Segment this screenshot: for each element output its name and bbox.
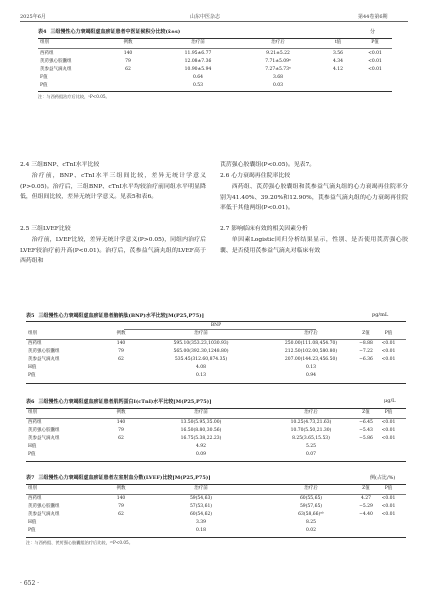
table7-cell: 0.18 <box>195 528 207 533</box>
table4-cell: <0.01 <box>368 59 382 64</box>
table5-caption <box>26 312 204 319</box>
table6-header-cell: Z值 <box>362 410 370 415</box>
table4-cell: 0.53 <box>192 83 204 88</box>
table7-row <box>26 527 406 535</box>
section-2-5-body <box>20 235 206 267</box>
table4-cell: P值 <box>40 83 48 88</box>
table5-cell: 250.00(111.08,454.70) <box>284 341 338 346</box>
table4-row <box>38 66 392 74</box>
table6-header-cell: 组别 <box>28 410 37 415</box>
table7-header-cell: 治疗后 <box>304 486 318 491</box>
table4-title: 三组慢性心力衰竭阳虚血瘀证患者中医证候积分比较(x̄±s) <box>50 29 181 35</box>
table5-cell: P值 <box>28 373 36 378</box>
table4-row <box>38 58 392 66</box>
table6-cell: 0.07 <box>305 452 317 457</box>
table6-cell: 西药组 <box>28 420 42 425</box>
table6-cell: 5.25 <box>305 444 317 449</box>
table5-header-row <box>26 330 406 338</box>
table4-cell: <0.01 <box>368 51 382 56</box>
table5-header-cell: 组别 <box>28 331 37 336</box>
table6-number: 表6 <box>26 399 35 405</box>
table7-cell: 4.27 <box>360 496 372 501</box>
section-2-6-heading: 2.6 心力衰竭再住院率比较 <box>220 173 291 179</box>
table5-cell: 535.45(312.60,874.35) <box>174 357 228 362</box>
table7-cell: −5.29 <box>359 504 373 509</box>
table6-caption <box>26 398 211 405</box>
table7-caption <box>26 474 211 481</box>
table7-cell: <0.01 <box>381 504 396 509</box>
table6-cell: −6.45 <box>359 420 373 425</box>
table5-cell: −8.88 <box>359 341 373 346</box>
table5-cell: 芪参益气滴丸组 <box>28 357 60 362</box>
section-2-7-heading: 2.7 影响临床有效的相关因素分析 <box>220 226 308 232</box>
table7-cell: 57(53,61) <box>189 504 213 509</box>
table6-body <box>26 419 406 459</box>
table6-cell: 79 <box>118 428 124 433</box>
table6-cell: 0.09 <box>195 452 207 457</box>
table4-head-rule <box>38 48 392 49</box>
table6-row <box>26 427 406 435</box>
table5-cell: 595.10(353.23,1030.93) <box>173 341 229 346</box>
header-volume: 第44卷第6期 <box>358 14 388 20</box>
table5-row <box>26 356 406 364</box>
table6-cell: 4.92 <box>195 444 207 449</box>
table4-cell: <0.01 <box>368 67 382 72</box>
table4-header-cell: 治疗后 <box>271 40 285 45</box>
table6-row <box>26 435 406 443</box>
table7-cell: 79 <box>118 504 124 509</box>
right-paragraph-continuation: 芪苈强心胶囊组(P<0.05)。见表7。 <box>220 162 316 168</box>
table4-cell: 11.95±6.77 <box>184 51 212 56</box>
table7-header-cell: 组别 <box>28 486 37 491</box>
table6-cell: 16.50(8.80,30.56) <box>180 428 222 433</box>
table4-cell: 4.12 <box>332 67 344 72</box>
table4-unit: 分 <box>370 29 376 35</box>
table7-cell: 西药组 <box>28 496 42 501</box>
section-2-6-paragraph: 西药组、芪苈强心胶囊组和芪参益气滴丸组的心力衰竭再住院率分别为41.40%、39.20%和12.90%，芪参益气滴丸组的心力衰竭再住院率低于其他两组(P<0.01)。 <box>220 184 408 212</box>
table4-header-cell: 例数 <box>123 40 133 45</box>
table7-head <box>26 485 406 493</box>
table6-row <box>26 419 406 427</box>
table6-cell: 16.75(5.38,22.23) <box>180 436 222 441</box>
table4-note: 注：与西药组治疗后比较，ᵃP<0.05。 <box>38 94 110 99</box>
page-number: · 652 · <box>20 580 40 587</box>
table5-row <box>26 348 406 356</box>
table7-cell: 60(54,62) <box>189 512 213 517</box>
table4-cell: 3.68 <box>272 75 284 80</box>
table7-cell: 0.02 <box>305 528 317 533</box>
table5-cell: H值 <box>28 365 37 370</box>
table5-cell: 4.08 <box>195 365 207 370</box>
table4-cell: 芪参益气滴丸组 <box>40 67 72 72</box>
table4-header-cell: 组别 <box>40 40 49 45</box>
section-2-5-paragraph: 治疗前，LVEF比较，差异无统计学意义(P>0.05)，同组内治疗后LVEF较治疗前升高(P<0.01)。治疗后，芪参益气滴丸组的LVEF高于西药组和 <box>20 237 206 265</box>
table7-header-cell: Z值 <box>362 486 370 491</box>
table4-cell: 7.71±5.09ᵃ <box>265 59 291 64</box>
table4-cell: 7.27±5.73ᵃ <box>265 67 291 72</box>
table5-header-cell: 治疗后 <box>304 331 318 336</box>
table7-row <box>26 519 406 527</box>
table5-header-cell: 治疗前 <box>194 331 208 336</box>
table5-group-header: BNP <box>210 323 222 328</box>
table5-header-cell: P值 <box>384 331 393 336</box>
section-2-5-heading: 2.5 三组LVEF比较 <box>20 226 71 232</box>
header-journal: 山东中医杂志 <box>190 14 221 20</box>
table5-cell: 565.00(392.30,1248.80) <box>173 349 229 354</box>
table6-header-cell: P值 <box>384 410 393 415</box>
table7-header-cell: 治疗前 <box>194 486 208 491</box>
table7-row <box>26 511 406 519</box>
table4-number: 表4 <box>38 29 47 35</box>
table6-cell: 芪参益气滴丸组 <box>28 436 60 441</box>
table5-body <box>26 340 406 380</box>
table6-cell: H值 <box>28 444 37 449</box>
section-2-7-body <box>220 235 408 256</box>
table7-cell: 3.39 <box>195 520 207 525</box>
section-2-7-paragraph: 单因素Logistic回归分析结果显示，性别、是否使用芪苈强心胶囊、是否使用芪参益气滴丸对临床有效 <box>220 237 408 254</box>
table5-number: 表5 <box>26 313 35 319</box>
table4-head <box>38 39 392 47</box>
table5-cell: 0.13 <box>305 365 317 370</box>
table5-head <box>26 330 406 338</box>
table6-cell: 芪苈强心胶囊组 <box>28 428 60 433</box>
table6-cell: 8.25(3.65,15.53) <box>292 436 330 441</box>
table4-header-cell: t值 <box>334 40 342 45</box>
header-date: 2025年6月 <box>20 14 46 20</box>
table4-cell: 79 <box>125 59 131 64</box>
table4-bottom-rule <box>38 91 392 92</box>
table7-note: 注：与西药组、芪苈强心胶囊组治疗后比较，ᵃᵇP<0.05。 <box>26 540 133 545</box>
table6-cell: <0.01 <box>381 428 396 433</box>
table6-cell: P值 <box>28 452 36 457</box>
table4-cell: 62 <box>125 67 131 72</box>
table6-header-cell: 例数 <box>116 410 126 415</box>
section-2-6-body <box>220 182 408 214</box>
header-rule <box>20 21 408 22</box>
table6-title: 三组慢性心力衰竭阳虚血瘀证患者肌钙蛋白Ⅰ(cTnI)水平比较[M(P25,P75)] <box>38 399 212 405</box>
table5-cell: 西药组 <box>28 341 42 346</box>
table4-cell: 10.90±5.94 <box>184 67 212 72</box>
table5-cell: 62 <box>118 357 124 362</box>
table7-row <box>26 495 406 503</box>
table7-cell: −4.40 <box>359 512 373 517</box>
table5-cell: <0.01 <box>381 341 396 346</box>
table6-cell: <0.01 <box>381 436 396 441</box>
table5-cell: 207.00(144.23,456.50) <box>284 357 338 362</box>
table7-cell: 芪苈强心胶囊组 <box>28 504 60 509</box>
table5-cell: 芪苈强心胶囊组 <box>28 349 60 354</box>
table5-unit: pg/mL <box>372 312 389 318</box>
table6-cell: 10.25(4.73,21.63) <box>290 420 332 425</box>
table5-cell: <0.01 <box>381 357 396 362</box>
table5-cell: −7.22 <box>359 349 373 354</box>
table5-row <box>26 340 406 348</box>
table5-bottom-rule <box>26 383 406 384</box>
table4-caption <box>38 28 180 35</box>
table7-cell: 8.25 <box>305 520 317 525</box>
table5-header-cell: 例数 <box>116 331 126 336</box>
table5-cell: −6.36 <box>359 357 373 362</box>
table7-cell: H值 <box>28 520 37 525</box>
table5-row <box>26 372 406 380</box>
table5-cell: 0.94 <box>305 373 317 378</box>
table5-cell: 79 <box>118 349 124 354</box>
table4-header-row <box>38 39 392 47</box>
table6-row <box>26 451 406 459</box>
table5-cell: 0.13 <box>195 373 207 378</box>
section-2-4-heading: 2.4 三组BNP、cTnI水平比较 <box>20 162 100 168</box>
table7-row <box>26 503 406 511</box>
section-2-4-body <box>20 171 206 203</box>
table6-head <box>26 409 406 417</box>
table7-title: 三组慢性心力衰竭阳虚血瘀证患者左室射血分数(LVEF)比较[M(P25,P75)] <box>38 475 211 481</box>
table7-bottom-rule <box>26 537 406 538</box>
table6-row <box>26 443 406 451</box>
table4-cell: 0.03 <box>272 83 284 88</box>
table6-bottom-rule <box>26 461 406 462</box>
table4-row <box>38 82 392 90</box>
table5-cell: 212.50(102.00,580.80) <box>284 349 338 354</box>
table4-cell: F值 <box>40 75 48 80</box>
table4-header-cell: 治疗前 <box>191 40 205 45</box>
table7-cell: 59(57,65) <box>299 504 323 509</box>
table6-header-cell: 治疗前 <box>194 410 208 415</box>
table6-header-cell: 治疗后 <box>304 410 318 415</box>
table7-header-cell: 例数 <box>116 486 126 491</box>
table7-cell: 62 <box>118 512 124 517</box>
table7-unit: 例(占比/%) <box>370 475 396 481</box>
table4-row <box>38 74 392 82</box>
table4-cell: 3.56 <box>332 51 344 56</box>
table7-cell: <0.01 <box>381 496 396 501</box>
table4-cell: 芪苈强心胶囊组 <box>40 59 72 64</box>
table5-cell: 140 <box>116 341 126 346</box>
table6-header-row <box>26 409 406 417</box>
table5-title: 三组慢性心力衰竭阳虚血瘀证患者脑钠肽(BNP)水平比较[M(P25,P75)] <box>38 313 204 319</box>
table5-header-cell: Z值 <box>362 331 370 336</box>
table7-cell: P值 <box>28 528 36 533</box>
table6-unit: μg/L <box>384 398 396 404</box>
table4-cell: 12.08±7.36 <box>184 59 212 64</box>
table4-body <box>38 50 392 90</box>
table7-cell: 60(55,65) <box>299 496 323 501</box>
section-2-4-paragraph: 治疗前，BNP、cTnI水平三组间比较，差异无统计学意义(P>0.05)。治疗后，三组BNP、cTnI水平均较治疗前同组水平明显降低，但组间比较，差异无统计学意义。见表5和表6。 <box>20 173 206 201</box>
table7-cell: 59(54,63) <box>189 496 213 501</box>
table7-number: 表7 <box>26 475 35 481</box>
table6-cell: 10.70(5.50,21.30) <box>290 428 332 433</box>
table7-header-row <box>26 485 406 493</box>
table4-cell: 西药组 <box>40 51 54 56</box>
table7-body <box>26 495 406 535</box>
right-column-top <box>220 160 408 171</box>
table6-cell: 13.50(5.95,35.00) <box>180 420 222 425</box>
table6-cell: 140 <box>116 420 126 425</box>
table6-cell: −5.86 <box>359 436 373 441</box>
table6-cell: 62 <box>118 436 124 441</box>
table4-row <box>38 50 392 58</box>
table7-cell: 140 <box>116 496 126 501</box>
table4-header-cell: P值 <box>371 40 379 45</box>
table6-cell: −5.43 <box>359 428 373 433</box>
table7-cell: <0.01 <box>381 512 396 517</box>
table6-cell: <0.01 <box>381 420 396 425</box>
table7-cell: 63(58,66)ᵃᵇ <box>298 512 324 517</box>
table5-row <box>26 364 406 372</box>
table7-cell: 芪参益气滴丸组 <box>28 512 60 517</box>
table4-cell: 4.34 <box>332 59 344 64</box>
table4-cell: 140 <box>123 51 133 56</box>
table4-cell: 9.21±5.22 <box>266 51 290 56</box>
table4-cell: 0.64 <box>192 75 204 80</box>
table5-cell: <0.01 <box>381 349 396 354</box>
table7-header-cell: P值 <box>384 486 393 491</box>
